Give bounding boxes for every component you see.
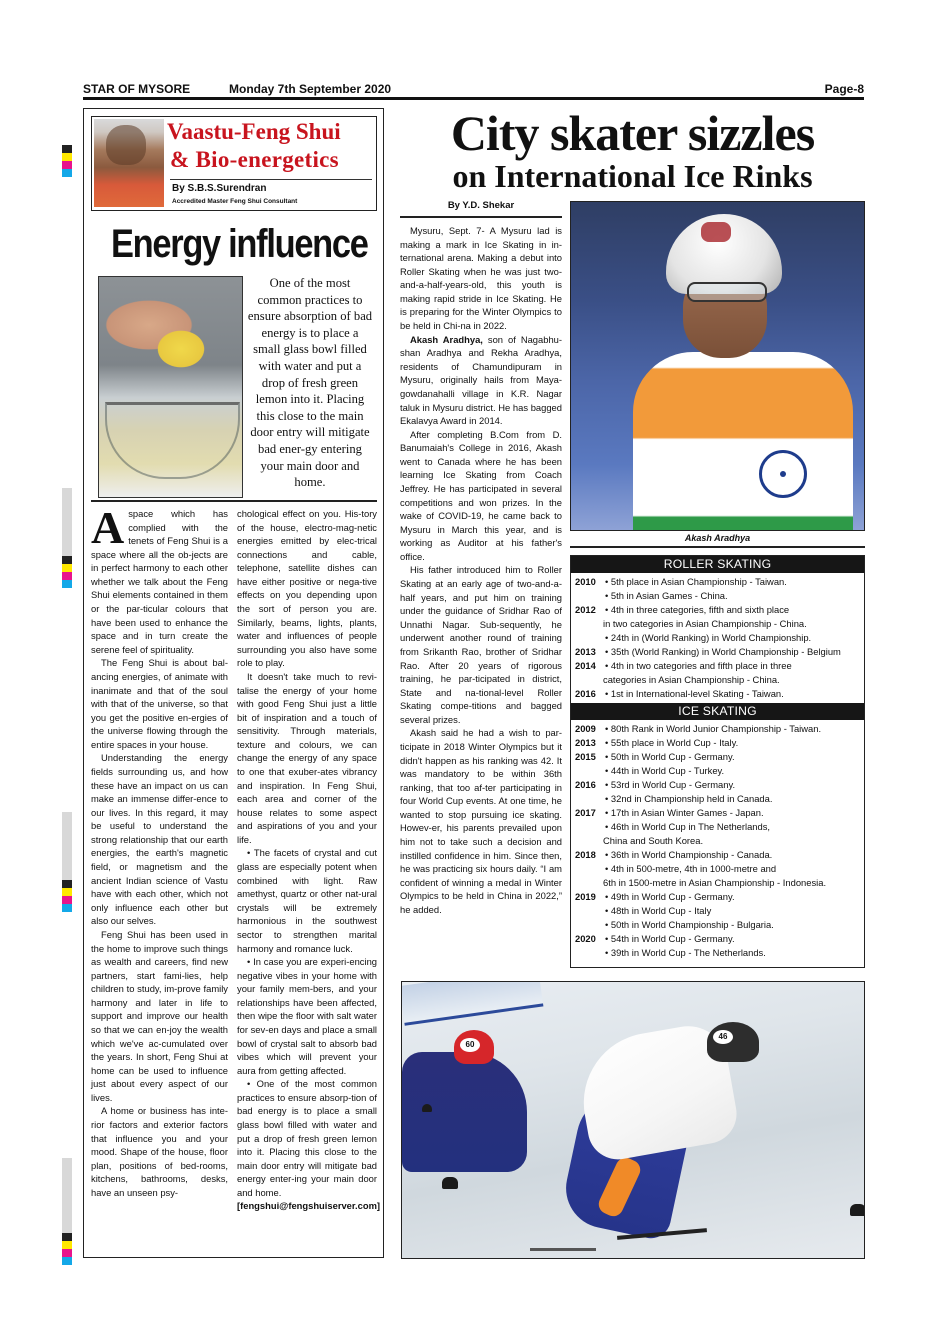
achievement-text: • 39th in World Cup - The Netherlands. [605, 947, 766, 958]
paragraph: • One of the most common practices to ensure absorp-tion of bad energy is to place a small glass bowl filled with water and put a drop of fresh green lemon into it. Placing this close to the main door entry will mitigate bad energy enter-ing your main door and home. [237, 1078, 377, 1198]
achievement-year: 2014 [575, 660, 596, 671]
article-subheadline: on International Ice Rinks [452, 158, 813, 194]
paragraph: It doesn't take much to revi-talise the energy of your home with good Feng Shui just a little bit of inspiration and a touch of sensitivity. Through materials, texture and colours, we can change the energy of any space to one that exuber-ates vibrancy and inspiration. In Feng Shui, each area and corner of the house relates to some aspect and aspirations of you and your life. [237, 670, 377, 845]
achievement-text: • 50th in World Championship - Bulgaria. [605, 919, 774, 930]
print-registration-mark [62, 1158, 72, 1265]
achievement-row [575, 617, 864, 631]
achievement-row [575, 589, 864, 603]
achievement-row [575, 904, 864, 918]
achievement-year [575, 764, 605, 778]
achievement-row [575, 792, 864, 806]
print-registration-mark [62, 145, 72, 177]
lead-rest: son of Nagabhu- [482, 333, 562, 345]
achievement-text: • 36th in World Championship - Canada. [605, 849, 773, 860]
achievement-year: 2010 [575, 576, 596, 587]
achievement-row [575, 834, 864, 848]
columnist-portrait [94, 119, 164, 207]
paragraph: Understanding the energy fields surrounding us, and how these have an impact on us can make an immense differ-ence to our lives. In this regard, it may be useful to understand the strong relationship that our earth energies, the earth's magnetic field, or magnetism and the ancient Indian science of Vastu have with each other, which not only influence each other but also our selves. [91, 752, 228, 927]
column-byline: By S.B.S.Surendran [172, 183, 267, 194]
achievement-row [575, 848, 864, 862]
achievement-row [575, 631, 864, 645]
masthead-rule [83, 97, 864, 100]
achievement-text: • 5th in Asian Games - China. [605, 590, 728, 601]
masthead [83, 80, 864, 98]
article-body [400, 224, 562, 916]
print-registration-mark [62, 488, 72, 588]
achievement-row [575, 659, 864, 673]
caption-rule [570, 546, 865, 548]
track-marker-icon [850, 1204, 865, 1216]
achievement-row [575, 778, 864, 792]
achievement-year [575, 792, 605, 806]
roller-skating-list [571, 573, 864, 703]
paragraph-rest: shan Aradhya and Rekha Aradhya, residents of Chamundipuram in Mysuru, originally hails from Maya-gowdanahalli village in K.R. Nagar taluk in Mysuru district. He has bagged Ekalavya Award in 2014. [400, 347, 562, 427]
achievement-text: • 24th in (World Ranking) in World Championship. [605, 632, 812, 643]
achievement-row [575, 820, 864, 834]
ice-skating-header: ICE SKATING [571, 703, 864, 720]
achievement-row [575, 687, 864, 701]
achievement-text: • 80th Rank in World Junior Championship - Taiwan. [605, 723, 822, 734]
achievement-year: 2013 [575, 737, 596, 748]
goggles [687, 282, 767, 302]
issue-date: Monday 7th September 2020 [229, 82, 392, 96]
helmet-60 [454, 1030, 494, 1064]
achievement-row [575, 645, 864, 659]
achievement-year [575, 918, 605, 932]
achievement-text: • 4th in two categories and fifth place in three [605, 660, 792, 671]
print-registration-mark [62, 812, 72, 912]
achievement-row [575, 575, 864, 589]
columnist-credential: Accredited Master Feng Shui Consultant [172, 198, 298, 205]
paragraph [400, 333, 562, 428]
paragraph: The Feng Shui is about bal-ancing energies, of animate with inanimate and that of the soul with that of the universe, so that you get the positive en-ergies of the universe flowing through the entire spaces in your house. [91, 657, 228, 750]
achievement-year: 2017 [575, 807, 596, 818]
paragraph: • The facets of crystal and cut glass are especially potent when combined with light. Raw amethyst, quartz or other nat-ural crystals will be extremely harmonious in the southwest sector to strengthen marital harmony and romance luck. [237, 847, 377, 954]
achievements-box [570, 555, 865, 968]
achievement-text: • 4th in 500-metre, 4th in 1000-metre and [605, 863, 777, 874]
achievement-text: • 46th in World Cup in The Netherlands, [605, 821, 771, 832]
achievement-text: • 53rd in World Cup - Germany. [605, 779, 736, 790]
achievement-text: • 48th in World Cup - Italy [605, 905, 712, 916]
helmet-number: 60 [460, 1038, 480, 1052]
track-marker-icon [442, 1177, 458, 1189]
achievement-year: 2009 [575, 723, 596, 734]
achievement-text: • 1st in International-level Skating - Taiwan. [605, 688, 784, 699]
dropcap: A [91, 502, 125, 553]
roller-skating-header: ROLLER SKATING [571, 556, 864, 573]
helmet-46 [707, 1022, 759, 1062]
ice-skating-list [571, 720, 864, 962]
column-body-a [91, 502, 228, 1199]
article-headline: City skater sizzles [450, 105, 815, 161]
achievement-text: • 50th in World Cup - Germany. [605, 751, 735, 762]
achievement-row [575, 876, 864, 890]
achievement-year [575, 631, 605, 645]
achievement-year [575, 876, 605, 890]
paragraph: Akash said he had a wish to par-ticipate in 2018 Winter Olympics but it didn't happen as his ranking was 42. It was mandatory to be within 36th ranking, that too af-ter participating in four World Cup events. At one time, he wanted to stop pursuing ice skating. Howev-er, his parents prevailed upon him not to take such a decision and instilled confidence in him. Since then, he was practicing six hours daily. “I am confident of winning a medal in Winter Olympics to be held in China in 2022,” he added. [400, 727, 562, 915]
achievement-year [575, 820, 605, 834]
achievement-year: 2020 [575, 933, 596, 944]
achievement-text: • 54th in World Cup - Germany. [605, 933, 735, 944]
achievement-row [575, 918, 864, 932]
page-number: Page-8 [824, 82, 864, 96]
paragraph: • In case you are experi-encing negative vibes in your home with your family mem-bers, and your relationships have been affected, then wipe the floor with salt water for sev-en days and place a small bowl of crystal salt to absorb bad vibes which will prevent your aura from getting affected. [237, 956, 377, 1076]
achievement-row [575, 764, 864, 778]
achievement-row [575, 673, 864, 687]
achievement-text: • 55th place in World Cup - Italy. [605, 737, 739, 748]
achievement-text: • 17th in Asian Winter Games - Japan. [605, 807, 764, 818]
paragraph: chological effect on you. His-tory of the house, electro-mag-netic energies emitted by elec-trical connections and cable, telephone, satellite dishes can have either positive or nega-tive effects on you depending upon the sort of person you are. Similarly, beams, lights, plants, water and influences of people surrounding you also have some role to play. [237, 508, 377, 669]
achievement-text: in two categories in Asian Championship - China. [603, 618, 807, 629]
achievement-year: 2012 [575, 604, 596, 615]
achievement-row [575, 736, 864, 750]
byline-rule [400, 216, 562, 218]
paragraph: Mysuru, Sept. 7- A Mysuru lad is making a mark in Ice Skating in in-ternational arena. Making a debut into Roller Skating when he was just two-and-a-half-years-old, this youth is making rapid stride in Ice Skating. He is preparing for the Winter Olympics to be held in Chi-na in 2022. [400, 225, 562, 332]
article-byline: By Y.D. Shekar [447, 200, 515, 211]
achievement-row [575, 603, 864, 617]
achievement-year: 2016 [575, 688, 596, 699]
column-body-b [237, 507, 381, 1213]
akash-portrait-photo [570, 201, 865, 531]
lemon-bowl-photo [98, 276, 243, 498]
achievement-year: 2018 [575, 849, 596, 860]
achievement-year: 2015 [575, 751, 596, 762]
paragraph: His father introduced him to Roller Skating at an early age of two-and-a-half years, and put him on training under the guidance of Sridhar Rao of Unnathi Nagar. Sub-sequently, he underwent another round of training from Srikanth Rao, brother of Sridhar Rao. After 20 years of rigorous training, he par-ticipated in district, State and na-tional-level Roller Skating compe-titions and bagged several prizes. [400, 564, 562, 725]
achievement-row [575, 722, 864, 736]
achievement-row [575, 946, 864, 960]
achievement-year [575, 862, 605, 876]
achievement-text: • 32nd in Championship held in Canada. [605, 793, 773, 804]
skate-blade [530, 1248, 596, 1251]
header-rule [170, 179, 372, 180]
rink-barrier [401, 981, 543, 1026]
pull-quote: One of the most common practices to ensure absorption of bad energy is to place a small glass bowl filled with water and put a drop of fresh green lemon into it. Placing this close to the main door entry will mitigate bad ener-gy entering your main door and home. [247, 276, 373, 490]
achievement-text: • 44th in World Cup - Turkey. [605, 765, 725, 776]
paragraph: Feng Shui has been used in the home to improve such things as wealth and careers, find new partners, start fami-lies, help children to study, im-prove family harmony and later in life to support and improve our health so that we can en-joy the wealth which we've ac-cumulated over the years. In short, Feng Shui at home can be used to influence just about every aspect of our lives. [91, 928, 228, 1103]
helmet-number: 46 [713, 1030, 733, 1044]
column-title-line1: Vaastu-Feng Shui [167, 119, 341, 144]
column-divider [91, 500, 377, 502]
newspaper-name: STAR OF MYSORE [83, 82, 191, 96]
track-marker-icon [422, 1104, 432, 1112]
achievement-text: • 4th in three categories, fifth and sixth place [605, 604, 790, 615]
achievement-row [575, 750, 864, 764]
achievement-text: categories in Asian Championship - China. [603, 674, 780, 685]
achievement-text: 6th in 1500-metre in Asian Championship - Indonesia. [603, 877, 827, 888]
india-skating-suit [633, 352, 853, 531]
contact-email[interactable]: [fengshui@fengshuiserver.com] [237, 1200, 381, 1212]
achievement-text: China and South Korea. [603, 835, 704, 846]
achievement-year: 2019 [575, 891, 596, 902]
paragraph: space which has complied with the tenets of Feng Shui is a space where all the ob-jects are in perfect harmony to each other whether we talk about the Feng Shui elements contained in them or the par-ticular colours that have been used to enhance the space and in turn create the serene feel of spirituality. [91, 508, 228, 655]
photo-caption: Akash Aradhya [684, 533, 751, 543]
achievement-year [575, 834, 605, 848]
achievement-row [575, 890, 864, 904]
ashoka-chakra-icon [759, 450, 807, 498]
trailing-skater [402, 1052, 527, 1172]
achievement-year: 2016 [575, 779, 596, 790]
bold-lead: Akash Aradhya, [410, 333, 483, 345]
achievement-text: • 49th in World Cup - Germany. [605, 891, 735, 902]
achievement-text: • 5th place in Asian Championship - Taiwan. [605, 576, 787, 587]
achievement-year [575, 946, 605, 960]
column-header [91, 116, 377, 211]
paragraph: A home or business has inte-rior factors and exterior factors that influence you and your mood. Shape of the house, floor plan, positions of bed-rooms, kitchens, bathrooms, desks, have an unseen psy- [91, 1105, 228, 1198]
achievement-row [575, 806, 864, 820]
race-action-photo [401, 981, 865, 1259]
achievement-text: • 35th (World Ranking) in World Championship - Belgium [605, 646, 841, 657]
achievement-year: 2013 [575, 646, 596, 657]
column-headline: Energy influence [111, 222, 368, 266]
achievement-year [575, 617, 605, 631]
achievement-year [575, 673, 605, 687]
column-title-line2: & Bio-energetics [170, 147, 339, 172]
achievement-row [575, 932, 864, 946]
paragraph: After completing B.Com from D. Banumaiah's College in 2016, Akash went to Canada where he has been learning Ice Skating from Coach Jeffrey. He has participated in several competitions and won prizes. In the wake of COVID-19, he came back to Mysuru in March this year, and is working as Auditor at his father's office. [400, 428, 562, 562]
achievement-year [575, 904, 605, 918]
achievement-row [575, 862, 864, 876]
achievement-year [575, 589, 605, 603]
